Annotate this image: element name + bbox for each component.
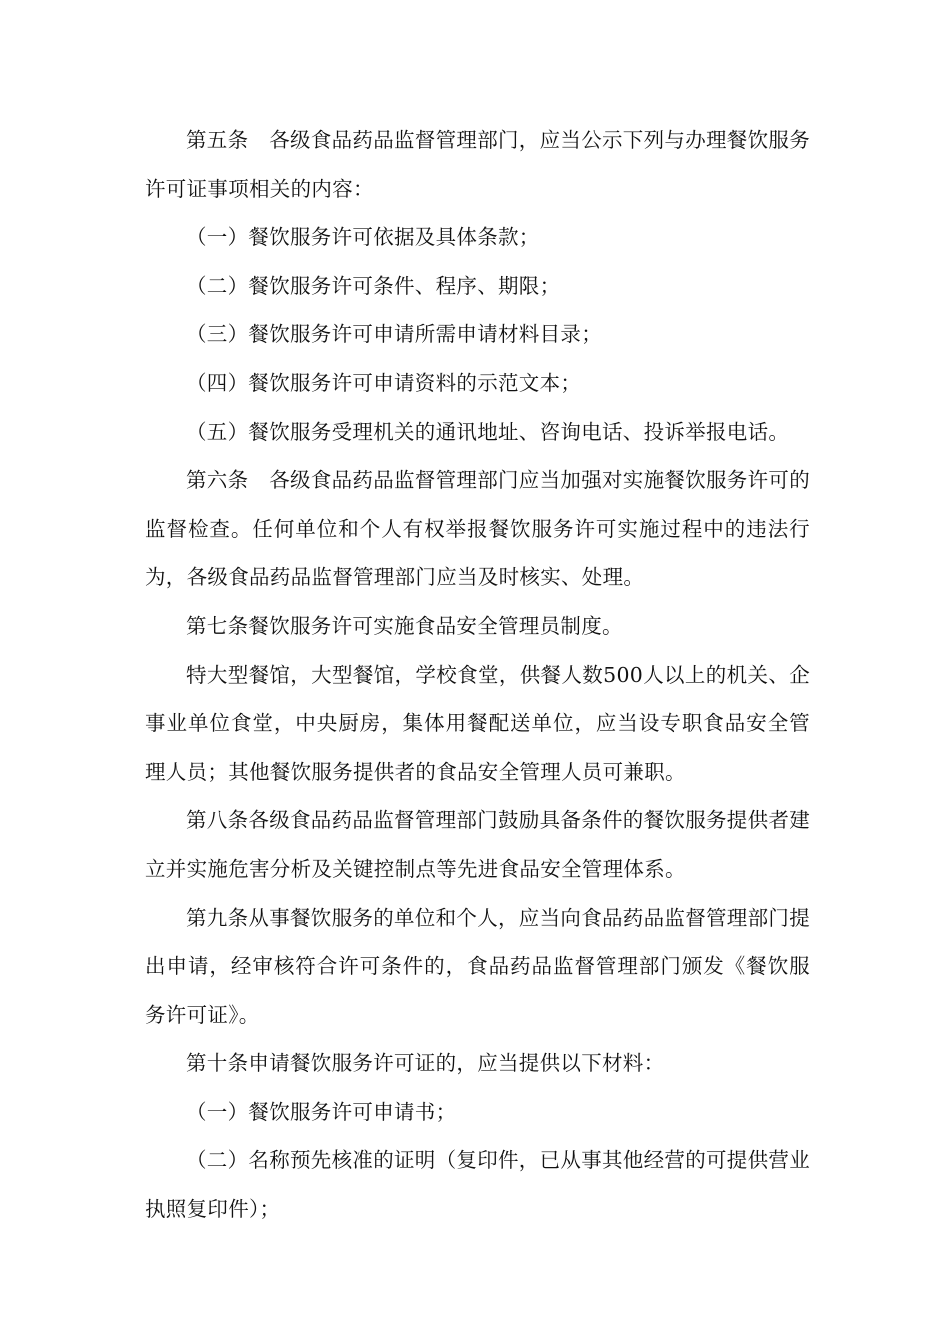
document-page [145,116,810,1234]
article-9-paragraph: 第九条从事餐饮服务的单位和个人，应当向食品药品监督管理部门提出申请，经审核符合许可条件的，食品药品监督管理部门颁发《餐饮服务许可证》。 [145,905,810,1027]
article-10-paragraph: 第十条申请餐饮服务许可证的，应当提供以下材料： [186,1051,665,1076]
article-5-paragraph: 第五条 各级食品药品监督管理部门，应当公示下列与办理餐饮服务许可证事项相关的内容： [145,128,810,201]
article-6-paragraph: 第六条 各级食品药品监督管理部门应当加强对实施餐饮服务许可的监督检查。任何单位和个人有权举报餐饮服务许可实施过程中的违法行为，各级食品药品监督管理部门应当及时核实、处理。 [145,468,810,590]
article-5-item-3: （三）餐饮服务许可申请所需申请材料目录； [186,322,602,347]
article-10-item-1: （一）餐饮服务许可申请书； [186,1099,457,1124]
article-7-detail-paragraph: 特大型餐馆，大型餐馆，学校食堂，供餐人数500人以上的机关、企事业单位食堂，中央厨房，集体用餐配送单位，应当设专职食品安全管理人员；其他餐饮服务提供者的食品安全管理人员可兼职。 [145,662,810,784]
article-5-item-5: （五）餐饮服务受理机关的通讯地址、咨询电话、投诉举报电话。 [186,419,790,444]
article-5-item-2: （二）餐饮服务许可条件、程序、期限； [186,273,561,298]
article-5-item-4: （四）餐饮服务许可申请资料的示范文本； [186,370,582,395]
article-5-item-1: （一）餐饮服务许可依据及具体条款； [186,225,540,250]
article-8-paragraph: 第八条各级食品药品监督管理部门鼓励具备条件的餐饮服务提供者建立并实施危害分析及关键控制点等先进食品安全管理体系。 [145,808,810,881]
article-10-item-2: （二）名称预先核准的证明（复印件，已从事其他经营的可提供营业执照复印件）； [145,1148,810,1222]
article-7-paragraph: 第七条餐饮服务许可实施食品安全管理员制度。 [186,613,623,638]
